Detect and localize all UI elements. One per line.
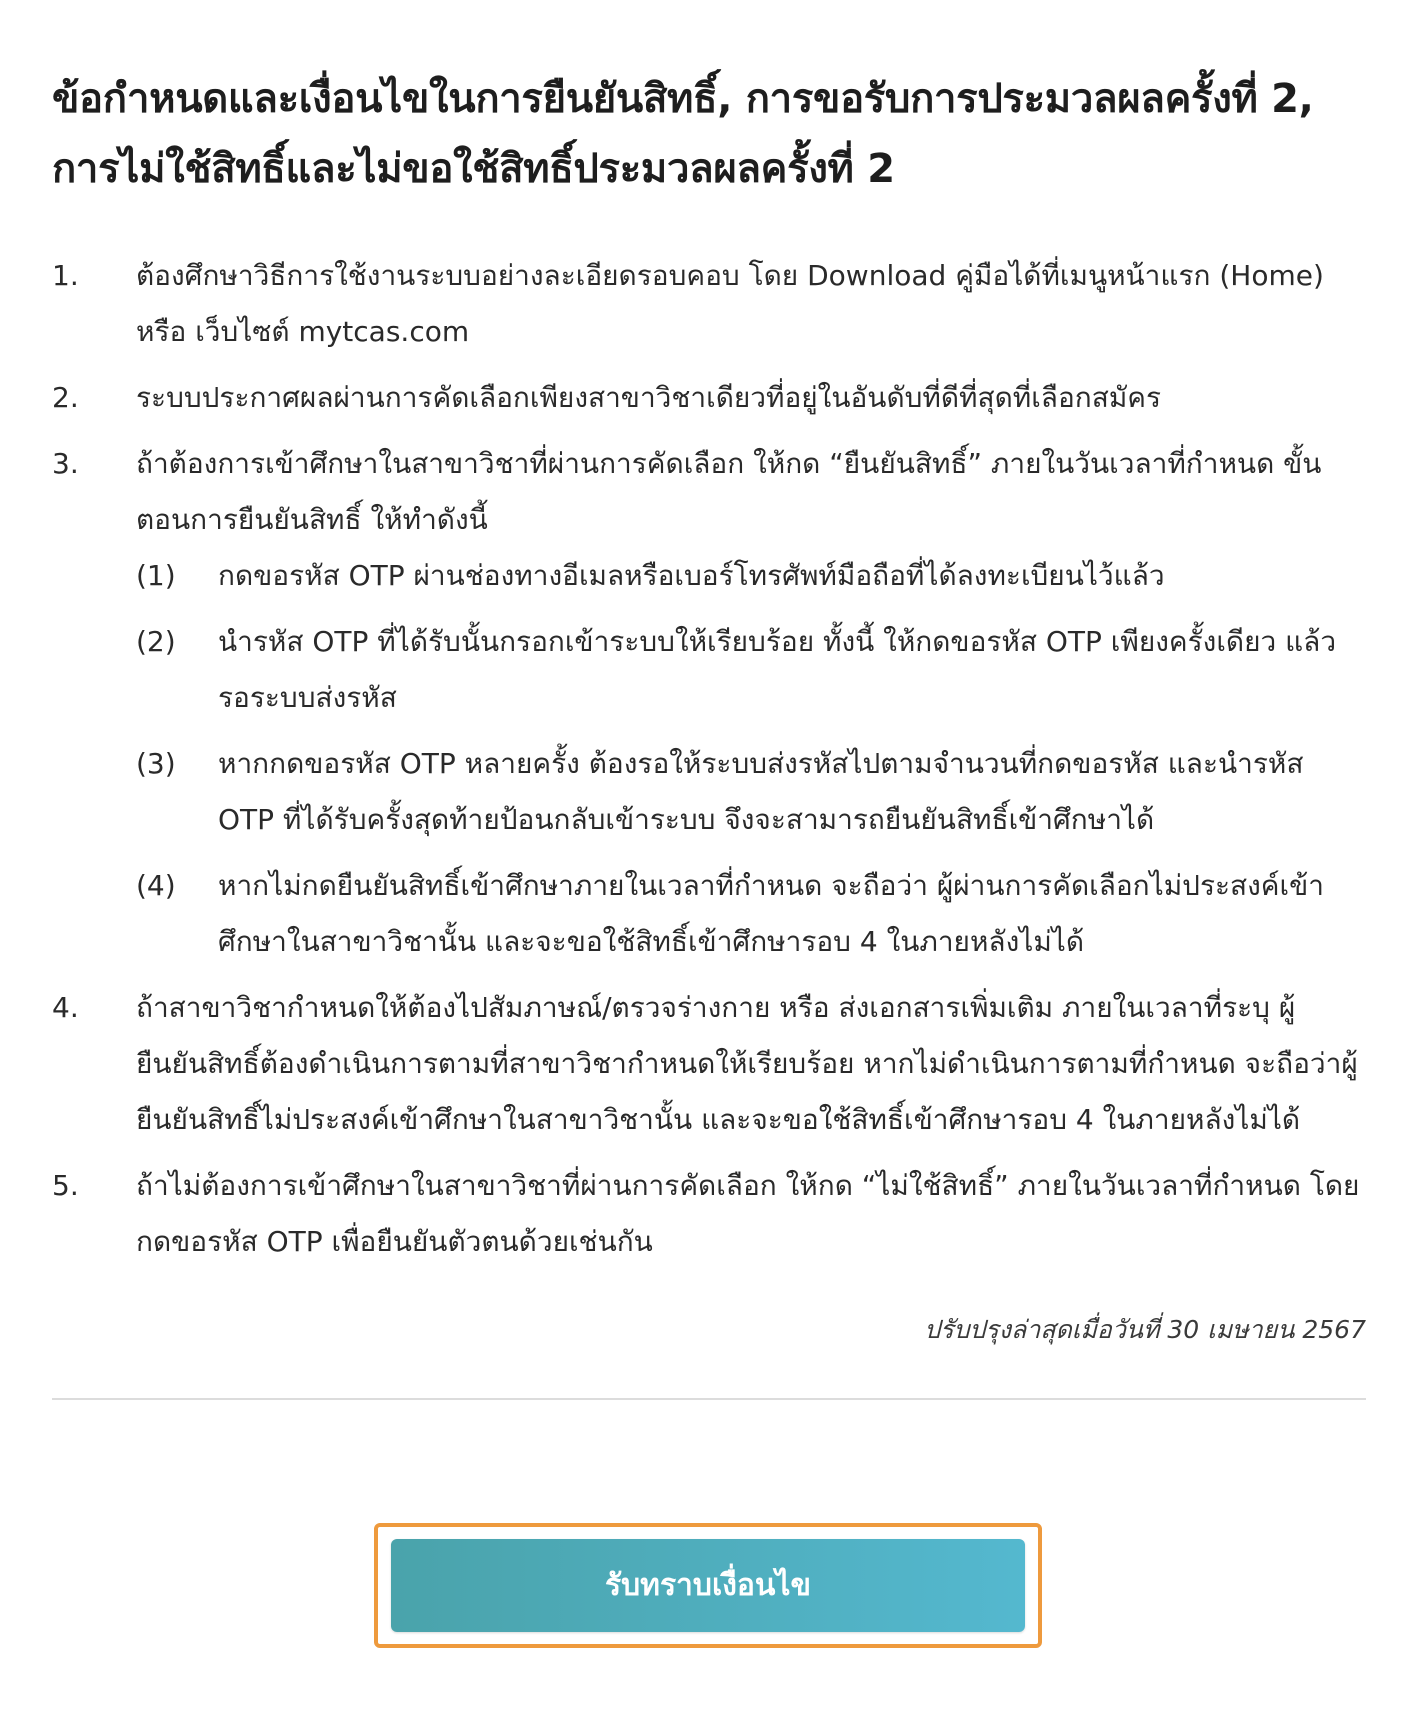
term-text: ถ้าต้องการเข้าศึกษาในสาขาวิชาที่ผ่านการคัดเลือก ให้กด “ยืนยันสิทธิ์” ภายในวันเวลาที่กำหนด ขั้นตอนการยืนยันสิทธิ์ ให้ทำดังนี้ — [136, 447, 1322, 536]
step-number: (4) — [136, 869, 176, 902]
step-text: หากกดขอรหัส OTP หลายครั้ง ต้องรอให้ระบบส่งรหัสไปตามจำนวนที่กดขอรหัส และนำรหัส OTP ที่ได้รับครั้งสุดท้ายป้อนกลับเข้าระบบ จึงจะสามารถยืนยันสิทธิ์เข้าศึกษาได้ — [218, 747, 1304, 836]
page-title: ข้อกำหนดและเงื่อนไขในการยืนยันสิทธิ์, การขอรับการประมวลผลครั้งที่ 2, การไม่ใช้สิทธิ์และไม่ขอใช้สิทธิ์ประมวลผลครั้งที่ 2 — [52, 76, 1314, 192]
term-text: ถ้าสาขาวิชากำหนดให้ต้องไปสัมภาษณ์/ตรวจร่างกาย หรือ ส่งเอกสารเพิ่มเติม ภายในเวลาที่ระบุ ผู้ยืนยันสิทธิ์ต้องดำเนินการตามที่สาขาวิชากำหนดให้เรียบร้อย หากไม่ดำเนินการตามที่กำหนด จะถือว่าผู้ยืนยันสิทธิ์ไม่ประสงค์เข้าศึกษาในสาขาวิชานั้น และจะขอใช้สิทธิ์เข้าศึกษารอบ 4 ในภายหลังไม่ได้ — [136, 991, 1358, 1136]
step-number: (1) — [136, 559, 176, 592]
term-number: 5. — [52, 1169, 79, 1202]
step-text: หากไม่กดยืนยันสิทธิ์เข้าศึกษาภายในเวลาที่กำหนด จะถือว่า ผู้ผ่านการคัดเลือกไม่ประสงค์เข้าศึกษาในสาขาวิชานั้น และจะขอใช้สิทธิ์เข้าศึกษารอบ 4 ในภายหลังไม่ได้ — [218, 869, 1324, 958]
term-item-5 — [52, 1158, 1366, 1270]
step-text: กดขอรหัส OTP ผ่านช่องทางอีเมลหรือเบอร์โทรศัพท์มือถือที่ได้ลงทะเบียนไว้แล้ว — [218, 559, 1165, 592]
step-number: (3) — [136, 747, 176, 780]
term-text: ถ้าไม่ต้องการเข้าศึกษาในสาขาวิชาที่ผ่านการคัดเลือก ให้กด “ไม่ใช้สิทธิ์” ภายในวันเวลาที่กำหนด โดยกดขอรหัส OTP เพื่อยืนยันตัวตนด้วยเช่นกัน — [136, 1169, 1360, 1258]
term-text: ต้องศึกษาวิธีการใช้งานระบบอย่างละเอียดรอบคอบ โดย Download คู่มือได้ที่เมนูหน้าแรก (Home) หรือ เว็บไซต์ mytcas.com — [136, 259, 1324, 348]
divider — [52, 1398, 1366, 1400]
term-number: 2. — [52, 381, 79, 414]
last-updated-text: ปรับปรุงล่าสุดเมื่อวันที่ 30 เมษายน 2567 — [924, 1315, 1366, 1344]
confirm-step-4 — [136, 858, 1366, 970]
term-item-4 — [52, 980, 1366, 1148]
step-text: นำรหัส OTP ที่ได้รับนั้นกรอกเข้าระบบให้เรียบร้อย ทั้งนี้ ให้กดขอรหัส OTP เพียงครั้งเดียว แล้วรอระบบส่งรหัส — [218, 625, 1337, 714]
confirm-steps-list — [136, 548, 1366, 970]
accept-terms-button[interactable]: รับทราบเงื่อนไข — [391, 1539, 1025, 1632]
term-number: 4. — [52, 991, 79, 1024]
confirm-step-2 — [136, 614, 1366, 726]
step-number: (2) — [136, 625, 176, 658]
term-number: 3. — [52, 447, 79, 480]
accept-button-focus-ring — [374, 1523, 1042, 1648]
term-item-2 — [52, 370, 1366, 426]
term-number: 1. — [52, 259, 79, 292]
term-item-1 — [52, 248, 1366, 360]
confirm-step-1 — [136, 548, 1366, 604]
term-item-3 — [52, 436, 1366, 970]
terms-list — [52, 248, 1366, 1270]
term-text: ระบบประกาศผลผ่านการคัดเลือกเพียงสาขาวิชาเดียวที่อยู่ในอันดับที่ดีที่สุดที่เลือกสมัคร — [136, 381, 1162, 414]
confirm-step-3 — [136, 736, 1366, 848]
